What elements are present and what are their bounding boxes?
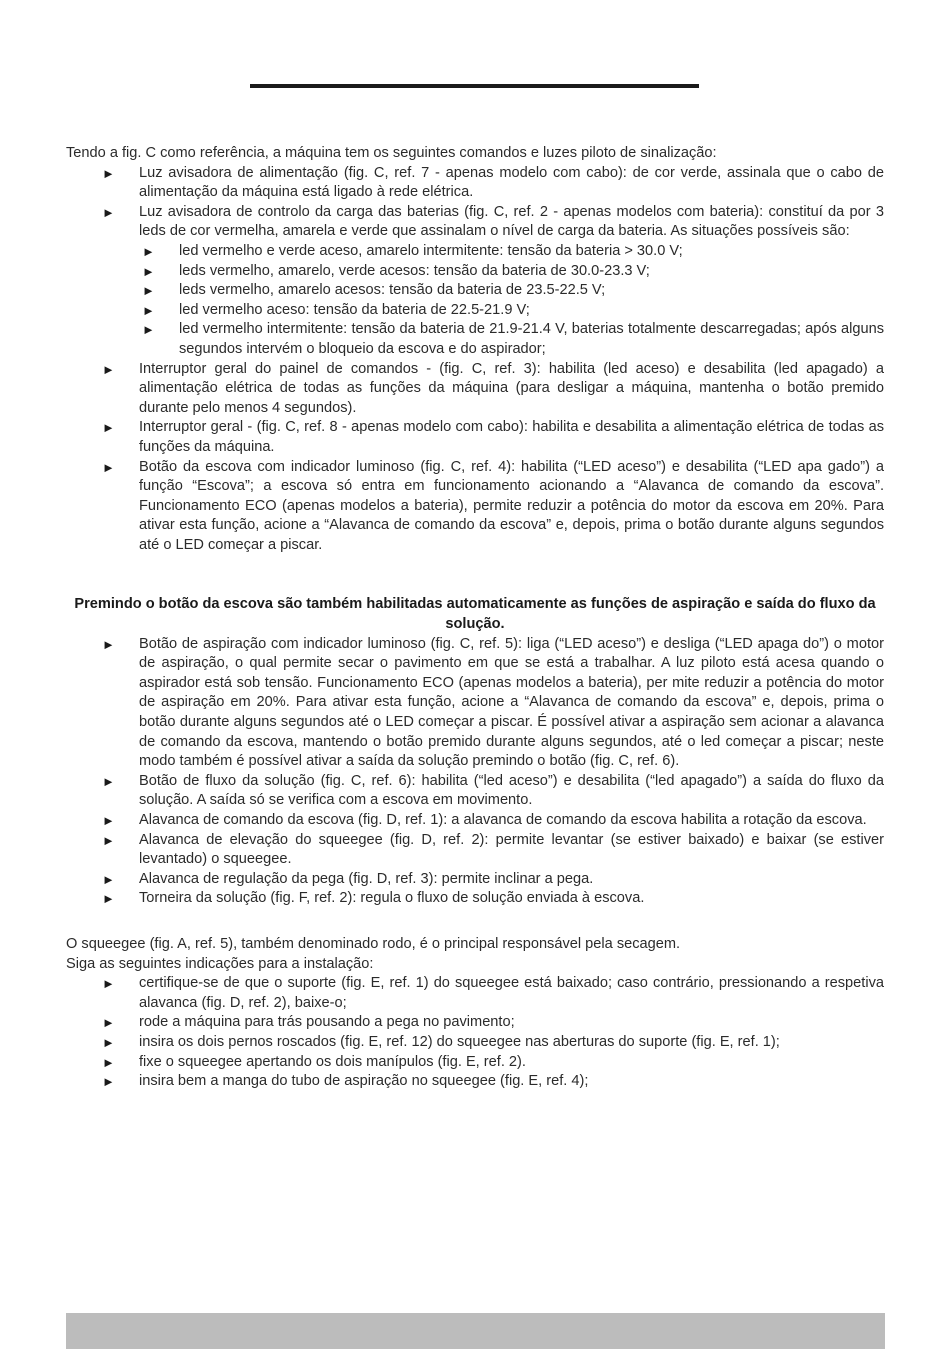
bullet-arrow-icon: ►: [102, 813, 115, 828]
document-body: [66, 144, 884, 1092]
header-rule: [250, 84, 699, 88]
list-item: ► fixe o squeegee apertando os dois manípulos (fig. E, ref. 2).: [66, 1053, 884, 1073]
bullet-arrow-icon: ►: [102, 1034, 115, 1050]
bullet-arrow-icon: ►: [142, 263, 155, 279]
list-item: ► Alavanca de elevação do squeegee (fig. D, ref. 2): permite levantar (se estiver baixado) e baixar (se estiver levantado) o squeegee.: [102, 831, 884, 868]
list-item: ► Botão de fluxo da solução (fig. C, ref. 6): habilita (“led aceso”) e desabilita (“led apagado”) a saída do fluxo da solução. A saída só se verifica com a escova em movimento.: [102, 772, 884, 809]
list-item: ► Botão da escova com indicador luminoso (fig. C, ref. 4): habilita (“LED aceso”) e desabilita (“LED apa gado”) a função “Escova”; a escova só entra em funcionamento acionando a “Alavanca de comando da escova”. Funcionamento ECO (apenas modelos a bateria), permite reduzir a potência do motor da escova em 20%. Para ativar esta função, acione a “Alavanca de comando da escova” e, depois, prima o botão durante alguns segundos até o LED começar a piscar.: [102, 458, 884, 553]
list-item: ► leds vermelho, amarelo, verde acesos: tensão da bateria de 30.0-23.3 V;: [66, 262, 884, 282]
bullet-arrow-icon: ►: [142, 322, 155, 338]
list-item: ► Luz avisadora de alimentação (fig. C, ref. 7 - apenas modelo com cabo): de cor verde, assinala que o cabo de alimentação da máquina está ligado à rede elétrica.: [102, 164, 884, 201]
list-item: ► led vermelho aceso: tensão da bateria de 22.5-21.9 V;: [66, 301, 884, 321]
list-item: ► certifique-se de que o suporte (fig. E, ref. 1) do squeegee está baixado; caso contrário, pressionando a respetiva alavanca (fig. D, ref. 2), baixe-o;: [102, 975, 884, 1011]
controls-list-2: [66, 360, 884, 556]
bullet-arrow-icon: ►: [102, 459, 115, 475]
bullet-arrow-icon: ►: [102, 832, 115, 848]
list-item: ► Luz avisadora de controlo da carga das baterias (fig. C, ref. 2 - apenas modelos com bateria): constituí da por 3 leds de cor vermelha, amarela e verde que assinalam o nível de carga da bateria. As situações possíveis são: ► led vermelho e verde aceso, amarelo intermitente: tensão da bateria > 30.0 V; ► leds vermelho, amarelo, verde acesos: tensão da bateria de 30.0-23.3 V; ► leds vermelho, amarelo acesos: tensão da bateria de 23.5-22.5 V; ► led vermelho aceso: tensão da bateria de 22.5-21.9 V; ► led vermelho intermitente: tensão da bateria de 21.9-21.4 V, baterias totalmente descarregadas; após alguns segundos intervém o bloqueio da escova e do aspirador;: [66, 203, 884, 360]
bullet-arrow-icon: ►: [102, 420, 115, 436]
list-item: ► rode a máquina para trás pousando a pega no pavimento;: [66, 1013, 884, 1033]
bullet-arrow-icon: ►: [102, 1054, 115, 1070]
controls-list-3: [66, 635, 884, 909]
bullet-arrow-icon: ►: [142, 302, 155, 318]
list-item: ► insira os dois pernos roscados (fig. E, ref. 12) do squeegee nas aberturas do suporte (fig. E, ref. 1);: [66, 1033, 884, 1053]
bold-heading: Premindo o botão da escova são também habilitadas automaticamente as funções de aspiração e saída do fluxo da solução.: [74, 596, 876, 633]
bullet-arrow-icon: ►: [102, 165, 115, 181]
list-item: ► Torneira da solução (fig. F, ref. 2): regula o fluxo de solução enviada à escova.: [66, 889, 884, 909]
list-item: ► Interruptor geral do painel de comandos - (fig. C, ref. 3): habilita (led aceso) e desabilita (led apagado) a alimentação elétrica de todas as funções da máquina (para desligar a máquina, mantenha o botão premido durante pelo menos 4 segundos).: [102, 360, 884, 416]
squeegee-intro: O squeegee (fig. A, ref. 5), também denominado rodo, é o principal responsável pela secagem.: [66, 935, 681, 952]
bullet-arrow-icon: ►: [102, 204, 115, 220]
bullet-arrow-icon: ►: [142, 283, 155, 299]
controls-list-1: [66, 164, 884, 360]
bullet-arrow-icon: ►: [102, 773, 115, 789]
bullet-arrow-icon: ►: [102, 1015, 115, 1031]
intro-paragraph: Tendo a fig. C como referência, a máquina tem os seguintes comandos e luzes piloto de sinalização:: [66, 145, 717, 161]
list-item: ► led vermelho intermitente: tensão da bateria de 21.9-21.4 V, baterias totalmente descarregadas; após alguns segundos intervém o bloqueio da escova e do aspirador;: [142, 321, 884, 357]
list-item: ► led vermelho e verde aceso, amarelo intermitente: tensão da bateria > 30.0 V;: [66, 242, 884, 262]
footer-bar: [66, 1313, 885, 1349]
list-item: ► Interruptor geral - (fig. C, ref. 8 - apenas modelo com cabo): habilita e desabilita a alimentação elétrica de todas as funções da máquina.: [102, 419, 884, 455]
list-item: ► leds vermelho, amarelo acesos: tensão da bateria de 23.5-22.5 V;: [66, 281, 884, 301]
install-intro: Siga as seguintes indicações para a instalação:: [66, 955, 374, 972]
bullet-arrow-icon: ►: [102, 636, 115, 652]
install-steps-list: [66, 974, 884, 1092]
bullet-arrow-icon: ►: [142, 243, 155, 259]
bullet-arrow-icon: ►: [102, 976, 115, 992]
bullet-arrow-icon: ►: [102, 891, 115, 907]
list-item: ► Alavanca de comando da escova (fig. D, ref. 1): a alavanca de comando da escova habilita a rotação da escova.: [66, 811, 884, 831]
list-item: ► Alavanca de regulação da pega (fig. D, ref. 3): permite inclinar a pega.: [66, 870, 884, 890]
bullet-arrow-icon: ►: [102, 361, 115, 377]
bullet-arrow-icon: ►: [102, 1074, 115, 1090]
list-item: ► insira bem a manga do tubo de aspiração no squeegee (fig. E, ref. 4);: [66, 1072, 884, 1092]
list-item: ► Botão de aspiração com indicador luminoso (fig. C, ref. 5): liga (“LED aceso”) e desliga (“LED apaga do”) o motor de aspiração, o qual permite secar o pavimento em que se está a trabalhar. A luz piloto está acesa quando o aspirador está sob tensão. Funcionamento ECO (apenas modelos a bateria), per mite reduzir a potência do motor de aspiração em 20%. Para ativar esta função, acione a “Alavanca de comando da escova” e, depois, prima o botão durante alguns segundos até o LED começar a piscar. É possível ativar a aspiração sem acionar a alavanca de comando da escova, mantendo o botão premido durante alguns segundos, até o led começar a piscar; neste modo também é possível ativar a saída da solução premindo o botão (fig. C, ref. 6).: [102, 635, 884, 770]
bullet-arrow-icon: ►: [102, 871, 115, 887]
battery-states-list: [66, 242, 884, 360]
